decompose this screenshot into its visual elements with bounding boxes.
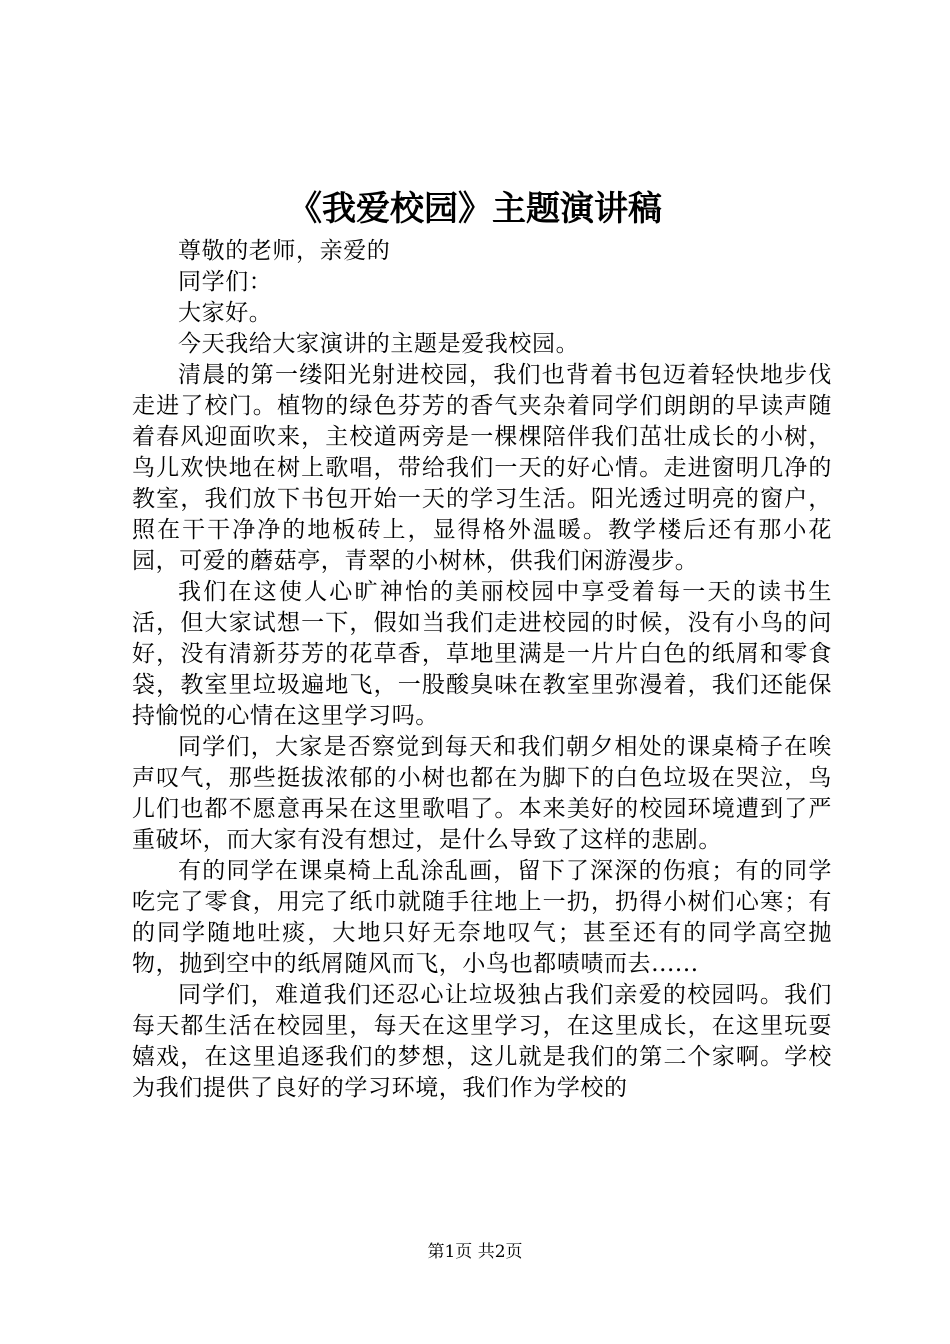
document-body xyxy=(132,236,832,1104)
page-footer: 第1页 共2页 xyxy=(427,1242,523,1262)
greeting-line: 大家好。 xyxy=(178,300,273,326)
body-paragraph: 同学们，大家是否察觉到每天和我们朝夕相处的课桌椅子在唉声叹气，那些挺拔浓郁的小树也都在为脚下的白色垃圾在哭泣，鸟儿们也都不愿意再呆在这里歌唱了。本来美好的校园环境遭到了严重破坏，而大家有没有想过，是什么导致了这样的悲剧。 xyxy=(132,734,832,853)
body-paragraph: 同学们，难道我们还忍心让垃圾独占我们亲爱的校园吗。我们每天都生活在校园里，每天在这里学习，在这里成长，在这里玩耍嬉戏，在这里追逐我们的梦想，这儿就是我们的第二个家啊。学校为我们提供了良好的学习环境，我们作为学校的 xyxy=(132,982,832,1101)
document-title: 《我爱校园》主题演讲稿 xyxy=(288,189,662,229)
salutation-line-2: 同学们： xyxy=(178,269,273,295)
body-paragraph: 有的同学在课桌椅上乱涂乱画，留下了深深的伤痕；有的同学吃完了零食，用完了纸巾就随手往地上一扔，扔得小树们心寒；有的同学随地吐痰，大地只好无奈地叹气；甚至还有的同学高空抛物，抛到空中的纸屑随风而飞，小鸟也都啧啧而去...... xyxy=(132,858,832,977)
body-paragraph: 我们在这使人心旷神怡的美丽校园中享受着每一天的读书生活，但大家试想一下，假如当我们走进校园的时候，没有小鸟的问好，没有清新芬芳的花草香，草地里满是一片片白色的纸屑和零食袋，教室里垃圾遍地飞，一股酸臭味在教室里弥漫着，我们还能保持愉悦的心情在这里学习吗。 xyxy=(132,579,832,729)
topic-line: 今天我给大家演讲的主题是爱我校园。 xyxy=(178,331,580,357)
body-paragraph: 清晨的第一缕阳光射进校园，我们也背着书包迈着轻快地步伐走进了校门。植物的绿色芬芳的香气夹杂着同学们朗朗的早读声随着春风迎面吹来，主校道两旁是一棵棵陪伴我们茁壮成长的小树，鸟儿欢快地在树上歌唱，带给我们一天的好心情。走进窗明几净的教室，我们放下书包开始一天的学习生活。阳光透过明亮的窗户，照在干干净净的地板砖上，显得格外温暖。教学楼后还有那小花园，可爱的蘑菇亭，青翠的小树林，供我们闲游漫步。 xyxy=(132,362,832,574)
salutation-line-1: 尊敬的老师，亲爱的 xyxy=(178,238,391,264)
